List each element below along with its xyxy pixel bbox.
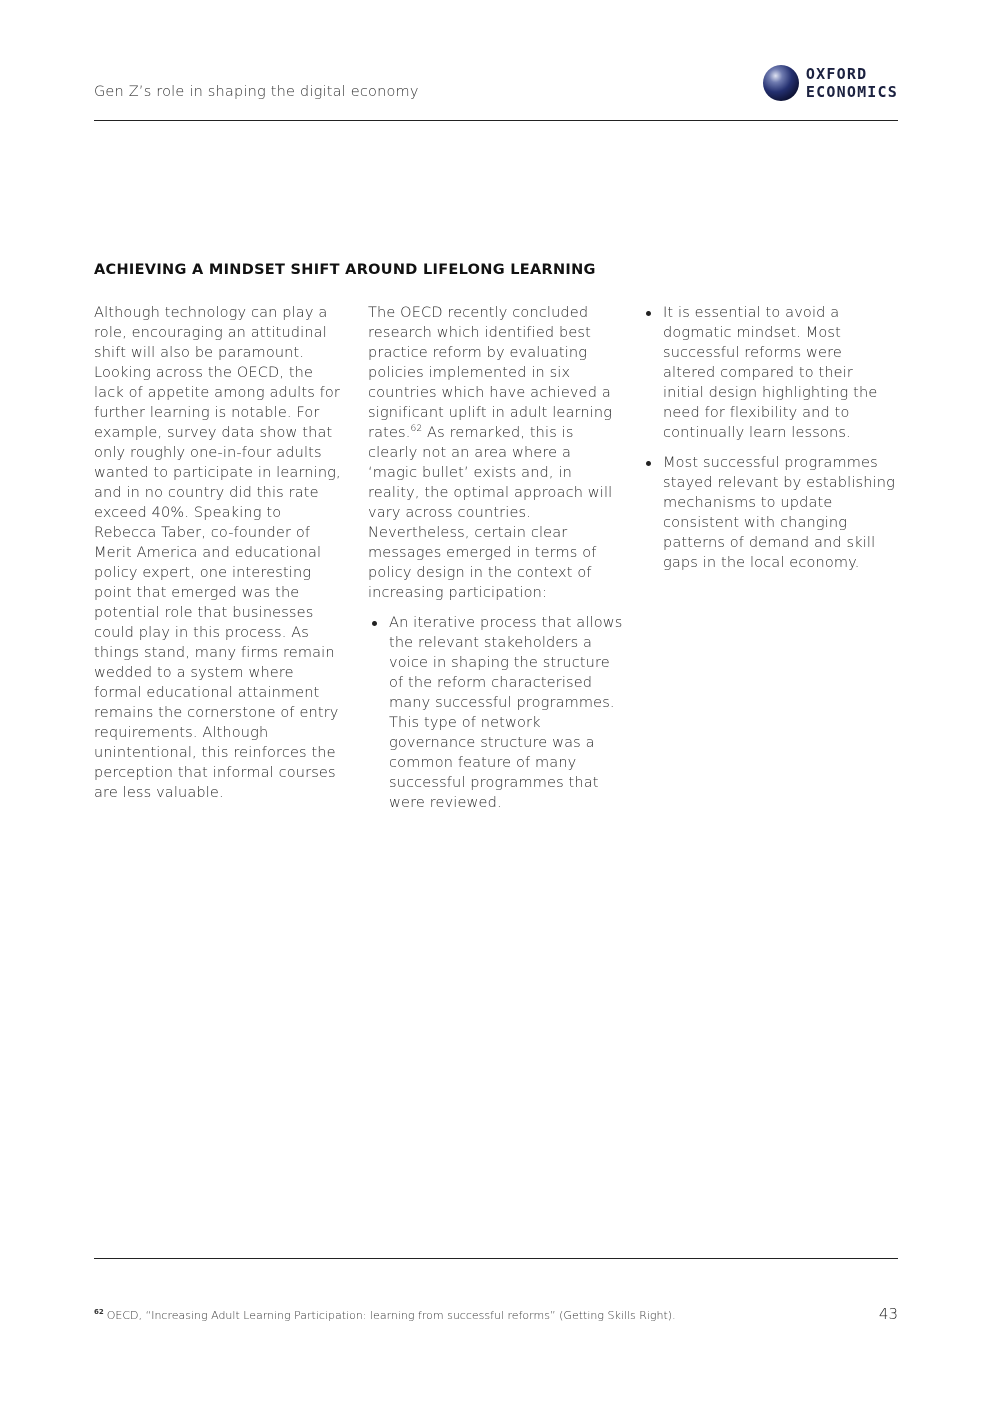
page-number: 43 xyxy=(878,1305,898,1323)
column-2 xyxy=(368,303,624,823)
column-1-paragraph: Although technology can play a role, encouraging an attitudinal shift will also be paramount. Looking across the OECD, the lack of appetite among adults for further learning is notable. For example, survey data show that only roughly one-in-four adults wanted to participate in learning, and in no country did this rate exceed 40%. Speaking to Rebecca Taber, co-founder of Merit America and educational policy expert, one interesting point that emerged was the potential role that businesses could play in this process. As things stand, many firms remain wedded to a system where formal educational attainment remains the cornerstone of entry requirements. Although unintentional, this reinforces the perception that informal courses are less valuable. xyxy=(94,305,341,801)
footer-divider xyxy=(94,1258,898,1259)
globe-icon xyxy=(762,64,800,102)
header-divider xyxy=(94,120,898,121)
footnote-marker: 62 xyxy=(94,1308,104,1317)
column-3 xyxy=(642,303,898,583)
page-header xyxy=(94,62,898,120)
column-2-paragraph-part1: The OECD recently concluded research which identified best practice reform by evaluating policies implemented in six countries which have achieved a significant uplift in adult learning rates. xyxy=(368,305,613,441)
column-3-bullet-list xyxy=(642,303,898,573)
footnote-reference[interactable]: 62 xyxy=(410,424,423,435)
column-1 xyxy=(94,303,346,803)
column-2-bullet-list xyxy=(368,613,624,813)
column-2-paragraph-part2: As remarked, this is clearly not an area where a ‘magic bullet’ exists and, in reality, the optimal approach will vary across countries. Nevertheless, certain clear messages emerged in terms of policy design in the context of increasing participation: xyxy=(368,425,613,601)
logo-line-economics: ECONOMICS xyxy=(805,83,898,101)
list-item: Most successful programmes stayed relevant by establishing mechanisms to update consistent with changing patterns of demand and skill gaps in the local economy. xyxy=(642,453,898,573)
oxford-economics-logo xyxy=(762,64,898,102)
section-heading: ACHIEVING A MINDSET SHIFT AROUND LIFELONG LEARNING xyxy=(94,262,596,278)
footnote xyxy=(94,1309,676,1322)
logo-wordmark xyxy=(806,65,898,101)
footnote-text: OECD, “Increasing Adult Learning Participation: learning from successful reforms” (Getting Skills Right). xyxy=(106,1309,676,1322)
column-2-paragraph xyxy=(368,303,624,603)
list-item: It is essential to avoid a dogmatic mindset. Most successful reforms were altered compared to their initial design highlighting the need for flexibility and to continually learn lessons. xyxy=(642,303,898,443)
running-title: Gen Z’s role in shaping the digital economy xyxy=(94,84,419,100)
list-item: An iterative process that allows the relevant stakeholders a voice in shaping the structure of the reform characterised many successful programmes. This type of network governance structure was a common feature of many successful programmes that were reviewed. xyxy=(368,613,624,813)
logo-line-oxford: OXFORD xyxy=(805,65,868,83)
